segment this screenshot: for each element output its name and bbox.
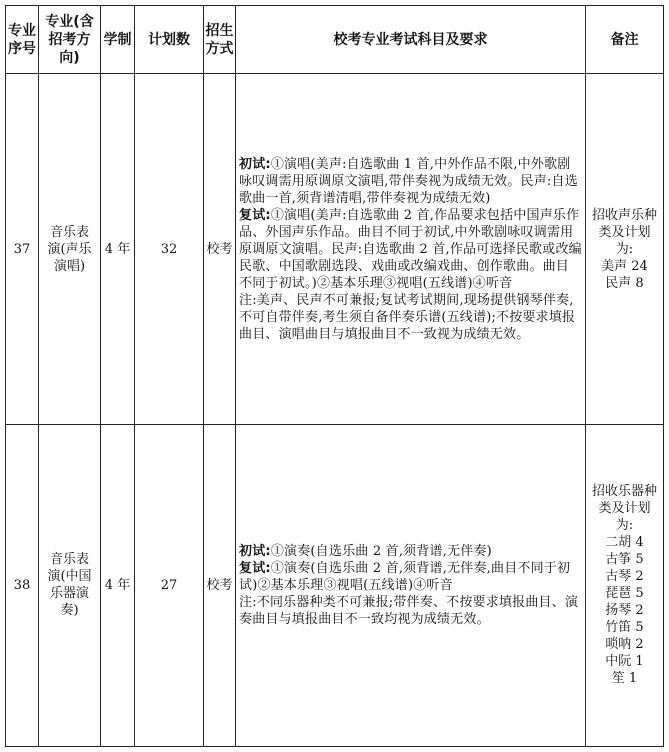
row-plan: 32 bbox=[135, 74, 204, 424]
row-remarks: 招收乐器种 类及计划 为: 二胡 4 古筝 5 古琴 2 琵琶 5 扬琴 2 竹笛 5 唢呐 2 中阮 1 笙 1 bbox=[586, 424, 664, 746]
row-plan: 27 bbox=[135, 424, 204, 746]
header-remarks: 备注 bbox=[586, 6, 664, 74]
header-row bbox=[6, 6, 664, 74]
header-seq: 专业 序号 bbox=[6, 6, 39, 74]
row-method: 校考 bbox=[204, 74, 236, 424]
retest: 复试:①演奏(自选乐曲 2 首,须背谱,无伴奏,曲目不同于初试)②基本乐理③视唱(五线谱)④听音 bbox=[239, 560, 571, 593]
initial-test: 初试:①演奏(自选乐曲 2 首,须背谱,无伴奏) bbox=[239, 543, 492, 559]
admissions-table bbox=[5, 5, 664, 747]
table-row bbox=[6, 74, 664, 424]
row-seq: 37 bbox=[6, 74, 39, 424]
header-method: 招生 方式 bbox=[204, 6, 236, 74]
row-requirements bbox=[236, 424, 586, 746]
row-major: 音乐表 演(声乐 演唱) bbox=[39, 74, 101, 424]
header-duration: 学制 bbox=[101, 6, 135, 74]
retest: 复试:①演唱(美声:自选歌曲 2 首,作品要求包括中国声乐作品、外国声乐作品。曲目不同于初试,中外歌剧咏叹调需用原调原文演唱。民声:自选歌曲 2 首,作品可选择民歌或改编民歌、中国歌剧选段、戏曲或改编戏曲、创作歌曲。曲目不同于初试。)②基本乐理③视唱(五线谱)④听音 bbox=[239, 207, 582, 291]
header-requirements: 校考专业考试科目及要求 bbox=[236, 6, 586, 74]
table-row bbox=[6, 424, 664, 746]
row-duration: 4 年 bbox=[101, 74, 135, 424]
header-major: 专业(含 招考方 向) bbox=[39, 6, 101, 74]
row-requirements bbox=[236, 74, 586, 424]
row-seq: 38 bbox=[6, 424, 39, 746]
requirement-note: 注:不同乐器种类不可兼报;带伴奏、不按要求填报曲目、演奏曲目与填报曲目不一致均视为成绩无效。 bbox=[239, 594, 579, 627]
header-plan: 计划数 bbox=[135, 6, 204, 74]
row-major: 音乐表 演(中国 乐器演 奏) bbox=[39, 424, 101, 746]
row-method: 校考 bbox=[204, 424, 236, 746]
requirement-note: 注:美声、民声不可兼报;复试考试期间,现场提供钢琴伴奏,不可自带伴奏,考生须自备伴奏乐谱(五线谱);不按要求填报曲目、演唱曲目与填报曲目不一致视为成绩无效。 bbox=[239, 292, 576, 342]
row-duration: 4 年 bbox=[101, 424, 135, 746]
initial-test: 初试:①演唱(美声:自选歌曲 1 首,中外作品不限,中外歌剧咏叹调需用原调原文演唱,带伴奏视为成绩无效。民声:自选歌曲一首,须背谱清唱,带伴奏视为成绩无效) bbox=[239, 156, 578, 206]
row-remarks: 招收声乐种 类及计划 为: 美声 24 民声 8 bbox=[586, 74, 664, 424]
